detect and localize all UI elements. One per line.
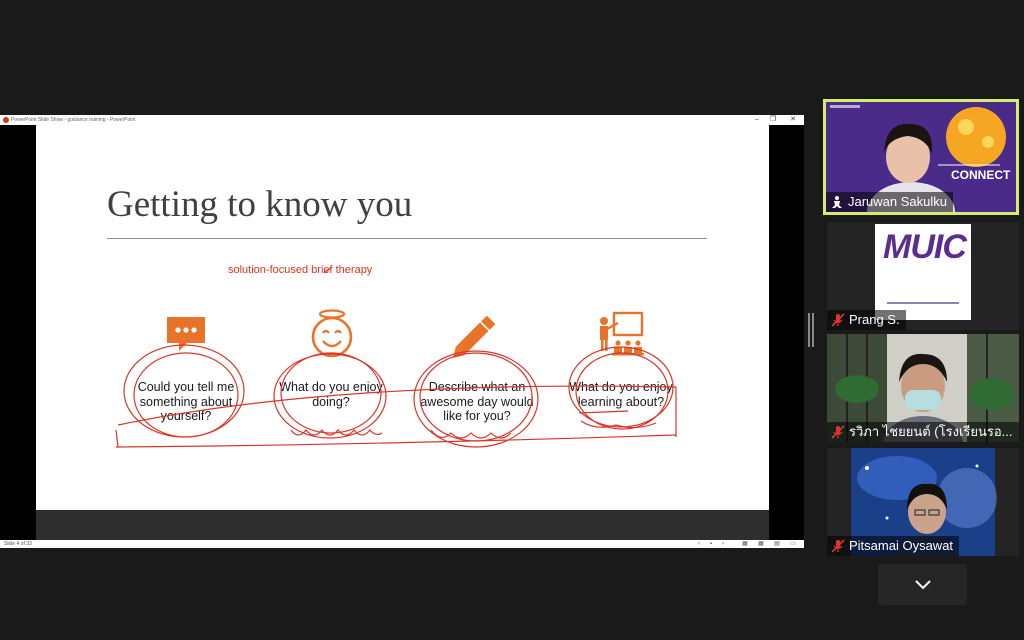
next-slide-icon[interactable]: ›	[722, 541, 724, 547]
prev-slide-icon[interactable]: ‹	[698, 541, 700, 547]
minimize-button[interactable]: –	[755, 116, 759, 123]
question-4: What do you enjoy learning about?	[569, 380, 673, 409]
window-titlebar	[0, 115, 804, 125]
participant-name: Jaruwan Sakulku	[848, 194, 947, 209]
slide-counter: Slide 4 of 33	[4, 541, 32, 547]
pen-annotations	[36, 125, 769, 510]
grid-view-icon[interactable]: ▦	[758, 541, 764, 547]
video-brand-text: CONNECT	[951, 168, 1011, 182]
shared-screen	[0, 115, 804, 548]
question-2: What do you enjoy doing?	[279, 380, 383, 409]
slideshow-view-icon[interactable]: ▭	[790, 541, 796, 547]
raised-hand-icon	[830, 195, 844, 209]
participant-name-bar	[827, 310, 906, 330]
participant-name: Pitsamai Oysawat	[849, 538, 954, 553]
question-3: Describe what an awesome day would like for you?	[420, 380, 534, 423]
participant-tile-4[interactable]	[827, 448, 1019, 556]
participant-name-bar	[826, 192, 953, 212]
slide-sorter-icon[interactable]: ▪	[709, 541, 713, 547]
mic-muted-icon	[831, 425, 845, 439]
close-button[interactable]: ✕	[790, 116, 796, 123]
chevron-down-icon	[914, 579, 932, 591]
normal-view-icon[interactable]: ▦	[742, 541, 748, 547]
splitter-bar-left	[808, 313, 810, 347]
participant-tile-2[interactable]	[827, 222, 1019, 330]
window-title: PowerPoint Slide Show - guidance training - PowerPoint	[11, 117, 136, 123]
slide-title: Getting to know you	[107, 184, 413, 225]
panel-splitter[interactable]	[808, 313, 814, 347]
splitter-bar-right	[812, 313, 814, 347]
slideshow-stage	[0, 125, 804, 540]
restore-button[interactable]: ❐	[769, 116, 777, 123]
participant-name: รวิภา ไชยยนต์ (โรงเรียนรอ...	[849, 424, 1013, 439]
participant-tile-1[interactable]	[823, 99, 1019, 215]
slide-bottom-band	[36, 510, 769, 540]
reading-view-icon[interactable]: ▤	[774, 541, 780, 547]
participant-name-bar	[827, 422, 1019, 442]
gallery-scroll-down-button[interactable]	[878, 564, 967, 605]
mic-muted-icon	[831, 313, 845, 327]
slide	[36, 125, 769, 510]
slide-subtitle: solution-focused brief therapy	[228, 264, 373, 276]
question-1: Could you tell me something about yourself?	[137, 380, 235, 423]
participant-tile-3[interactable]	[827, 334, 1019, 442]
powerpoint-icon	[3, 117, 9, 123]
mic-muted-icon	[831, 539, 845, 553]
statusbar	[0, 540, 804, 548]
participant-name: Prang S.	[849, 312, 900, 327]
participant-name-bar	[827, 536, 959, 556]
muic-logo: MUIC	[883, 228, 966, 266]
